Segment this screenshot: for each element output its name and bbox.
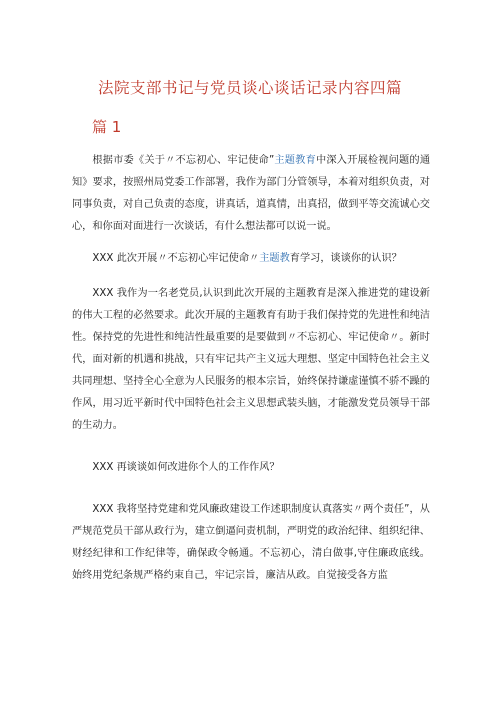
- paragraph-intro-text-b: 中深入开展检视问题的通知》要求，按照州局党委工作部署，我作为部门分管领导，本着对组织负责，对同事负责，对自己负责的态度，讲真话，道真情，出真招，做到平等交流诚心交心，和你面对面进行一次谈话，有什么想法都可以说一说。: [72, 155, 431, 232]
- keyword-link-theme-edu[interactable]: 主题教: [259, 253, 290, 264]
- section-heading: 篇 1: [92, 118, 122, 136]
- document-body: [72, 150, 430, 587]
- paragraph-question-1-text-a: XXX 此次开展〃不忘初心牢记使命〃: [92, 253, 260, 264]
- keyword-link-theme-education[interactable]: 主题教育: [274, 155, 316, 166]
- paragraph-intro-text-a: 根据市委《关于〃不忘初心、牢记使命”: [92, 155, 275, 166]
- paragraph-question-1-text-b: 育学习，谈谈你的认识？: [289, 253, 402, 264]
- document-title: 法院支部书记与党员谈心谈话记录内容四篇: [97, 79, 402, 97]
- paragraph-answer-1: XXX 我作为一名老党员,认识到此次开展的主题教育是深入推进党的建设新的伟大工程的必然要求。此次开展的主题教育有助于我们保持党的先进性和纯洁性。保持党的先进性和纯洁性最重要的是要做到〃不忘初心、牢记使命〃。新时代，面对新的机遇和挑战，只有牢记共产主义远大理想、坚定中国特色社会主义共同理想、坚持全心全意为人民服务的根本宗旨，始终保持谦虚谨慎不骄不躁的作风，用习近平新时代中国特色社会主义思想武装头脑，才能激发党员领导干部的生动力。: [72, 288, 430, 431]
- paragraph-question-2: XXX 再谈谈如何改进你个人的工作作风？: [92, 462, 280, 473]
- paragraph-answer-2: XXX 我将坚持党建和党风廉政建设工作述职制度认真落实〃两个责任”，从严规范党员干部从政行为，建立倒逼问责机制，严明党的政治纪律、组织纪律、财经纪律和工作纪律等，确保政令畅通。不忘初心，清白做事,守住廉政底线。始终用党纪条规严格约束自己，牢记宗旨，廉洁从政。自觉接受各方监: [72, 504, 430, 581]
- paragraph-intro: [72, 150, 430, 238]
- paragraph-question-1: [72, 248, 430, 270]
